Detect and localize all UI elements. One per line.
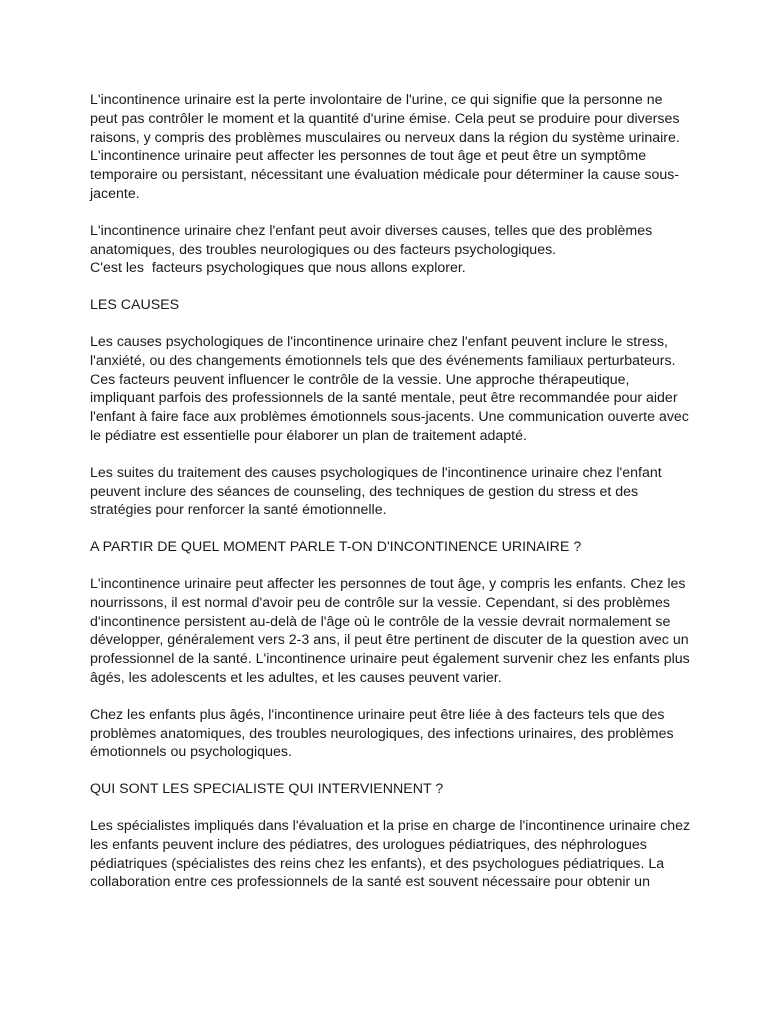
text-line: impliquant parfois des professionnels de la santé mentale, peut être recommandée pour aider <box>90 390 678 407</box>
text-line: collaboration entre ces professionnels de la santé est souvent nécessaire pour obtenir un <box>90 874 650 891</box>
text-line: problèmes anatomiques, des troubles neurologiques, des infections urinaires, des problèmes <box>90 725 674 742</box>
heading-text: QUI SONT LES SPECIALISTE QUI INTERVIENNENT ? <box>90 781 444 798</box>
paragraph-intro <box>90 91 690 204</box>
paragraph-older-children <box>90 706 690 762</box>
text-line: Les spécialistes impliqués dans l'évaluation et la prise en charge de l'incontinence urinaire chez <box>90 817 691 834</box>
text-line: temporaire ou persistant, nécessitant une évaluation médicale pour déterminer la cause sous- <box>90 167 680 184</box>
text-line: peut pas contrôler le moment et la quantité d'urine émise. Cela peut se produire pour diverses <box>90 110 680 127</box>
paragraph-child-causes <box>90 222 690 278</box>
text-line: émotionnels ou psychologiques. <box>90 744 292 761</box>
text-line: pédiatriques (spécialistes des reins chez les enfants), et des psychologues pédiatriques. La <box>90 855 665 872</box>
heading-text: LES CAUSES <box>90 297 180 314</box>
text-line: professionnel de la santé. L'incontinence urinaire peut également survenir chez les enfants plus <box>90 651 690 668</box>
text-line: les enfants peuvent inclure des pédiatres, des urologues pédiatriques, des néphrologues <box>90 836 647 853</box>
text-line: l'enfant à faire face aux problèmes émotionnels sous-jacents. Une communication ouverte avec <box>90 409 689 426</box>
text-line: l'anxiété, ou des changements émotionnels tels que des événements familiaux perturbateurs. <box>90 352 676 369</box>
text-line: L'incontinence urinaire peut affecter les personnes de tout âge, y compris les enfants. Chez les <box>90 575 686 592</box>
text-line: le pédiatre est essentielle pour élaborer un plan de traitement adapté. <box>90 427 527 444</box>
paragraph-psychological-causes <box>90 333 690 446</box>
text-line: raisons, y compris des problèmes musculaires ou nerveux dans la région du système urinaire. <box>90 129 680 146</box>
text-line: L'incontinence urinaire est la perte involontaire de l'urine, ce qui signifie que la personne ne <box>90 92 663 108</box>
paragraph-age <box>90 575 690 688</box>
text-line: anatomiques, des troubles neurologiques ou des facteurs psychologiques. <box>90 241 557 258</box>
text-line: âgés, les adolescents et les adultes, et les causes peuvent varier. <box>90 669 502 686</box>
text-line: d'incontinence persistent au-delà de l'âge où le contrôle de la vessie devrait normalement se <box>90 613 671 630</box>
heading-text: A PARTIR DE QUEL MOMENT PARLE T-ON D'INCONTINENCE URINAIRE ? <box>90 539 582 556</box>
text-line: nourrissons, il est normal d'avoir peu de contrôle sur la vessie. Cependant, si des problèmes <box>90 594 670 611</box>
text-line: Les causes psychologiques de l'incontinence urinaire chez l'enfant peuvent inclure le stress, <box>90 333 668 350</box>
section-heading-specialistes <box>90 780 690 799</box>
section-heading-les-causes <box>90 296 690 315</box>
paragraph-specialists <box>90 817 690 892</box>
paragraph-treatment <box>90 464 690 520</box>
text-line: peuvent inclure des séances de counseling, des techniques de gestion du stress et des <box>90 483 639 500</box>
text-line: Les suites du traitement des causes psychologiques de l'incontinence urinaire chez l'enfant <box>90 464 662 481</box>
text-line: C'est les facteurs psychologiques que nous allons explorer. <box>90 260 466 277</box>
text-line: L'incontinence urinaire chez l'enfant peut avoir diverses causes, telles que des problèmes <box>90 222 653 239</box>
text-line: jacente. <box>90 185 140 202</box>
document-page <box>90 91 690 892</box>
text-line: Chez les enfants plus âgés, l'incontinence urinaire peut être liée à des facteurs tels que des <box>90 706 665 723</box>
text-line: stratégies pour renforcer la santé émotionnelle. <box>90 502 387 519</box>
text-line: développer, généralement vers 2-3 ans, il peut être pertinent de discuter de la question avec un <box>90 632 689 649</box>
text-line: L'incontinence urinaire peut affecter les personnes de tout âge et peut être un symptôme <box>90 148 647 165</box>
text-line: Ces facteurs peuvent influencer le contrôle de la vessie. Une approche thérapeutique, <box>90 371 630 388</box>
section-heading-a-partir <box>90 538 690 557</box>
